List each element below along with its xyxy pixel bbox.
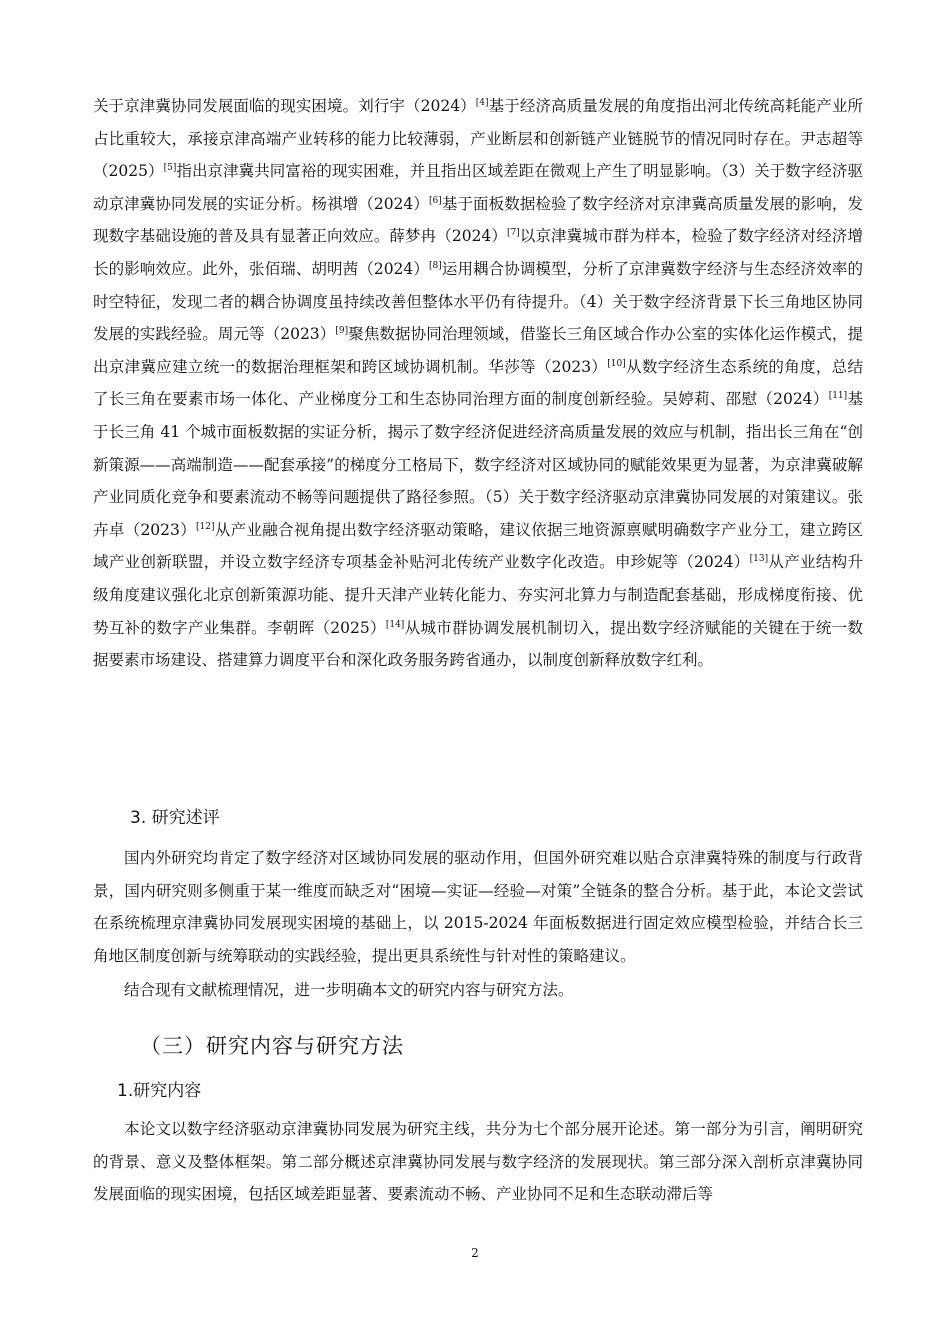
citation-ref: [9] bbox=[335, 326, 349, 336]
text-run: 以京津冀城市群为样本，检验了数字经济对经济增长的影响效应。此外，张佰瑞、胡明茜（2024） bbox=[93, 227, 863, 278]
citation-ref: [8] bbox=[428, 260, 442, 271]
page-number: 2 bbox=[471, 1246, 479, 1260]
research-content-heading: 1.研究内容 bbox=[117, 1081, 202, 1101]
citation-ref: [5] bbox=[163, 163, 177, 174]
text-run: 聚焦数据协同治理领域，借鉴长三角区域合作办公室的实体化运作模式，提出京津冀应建立统一的数据治理框架和跨区域协调机制。华莎等（2023） bbox=[93, 325, 863, 376]
literature-review-paragraph bbox=[93, 90, 863, 677]
citation-ref: [11] bbox=[828, 391, 848, 402]
transition-paragraph: 结合现有文献梳理情况，进一步明确本文的研究内容与研究方法。 bbox=[124, 981, 574, 999]
citation-ref: [14] bbox=[385, 619, 405, 630]
text-run: 基于长三角 41 个城市面板数据的实证分析，揭示了数字经济促进经济高质量发展的效应与机制，指出长三角在“创新策源——高端制造——配套承接”的梯度分工格局下，数字经济对区域协同的赋能效果更为显著，为京津冀破解产业同质化竞争和要素流动不畅等问题提供了路径参照。（5）关于数字经济驱动京津冀协同发展的对策建议。张卉卓（2023） bbox=[93, 390, 863, 539]
text-run: 从数字经济生态系统的角度，总结了长三角在要素市场一体化、产业梯度分工和生态协同治理方面的制度创新经验。吴婷莉、邵慰（2024） bbox=[93, 357, 863, 409]
text-run: 指出京津冀共同富裕的现实困难，并且指出区域差距在微观上产生了明显影响。（3）关于数字经济驱动京津冀协同发展的实证分析。杨祺增（2024） bbox=[93, 162, 863, 213]
text-run: 从产业融合视角提出数字经济驱动策略，建议依据三地资源禀赋明确数字产业分工，建立跨区域产业创新联盟，并设立数字经济专项基金补贴河北传统产业数字化改造。申珍妮等（2024） bbox=[93, 520, 863, 572]
text-run: 从产业结构升级角度建议强化北京创新策源功能、提升天津产业转化能力、夯实河北算力与制造配套基础，形成梯度衔接、优势互补的数字产业集群。李朝晖（2025） bbox=[93, 553, 863, 637]
text-run: 基于经济高质量发展的角度指出河北传统高耗能产业所占比重较大，承接京津高端产业转移的能力比较薄弱，产业断层和创新链产业链脱节的情况同时存在。尹志超等（2025） bbox=[93, 97, 863, 181]
citation-ref: [13] bbox=[749, 554, 769, 565]
text-run: 关于京津冀协同发展面临的现实困境。刘行宇（2024） bbox=[93, 97, 476, 115]
citation-ref: [10] bbox=[607, 358, 626, 369]
text-run: 从城市群协调发展机制切入，提出数字经济赋能的关键在于统一数据要素市场建设、搭建算力调度平台和深化政务服务跨省通办，以制度创新释放数字红利。 bbox=[93, 618, 863, 670]
research-review-paragraph: 国内外研究均肯定了数字经济对区域协同发展的驱动作用，但国外研究难以贴合京津冀特殊的制度与行政背景，国内研究则多侧重于某一维度而缺乏对“困境—实证—经验—对策”全链条的整合分析。基于此，本论文尝试在系统梳理京津冀协同发展现实困境的基础上，以 2015-2024 年面板数据进行固定效应模型检验，并结合长三角地区制度创新与统筹联动的实践经验，提出更具系统性与针对性的策略建议。 bbox=[93, 849, 863, 965]
research-review-heading: 3. 研究述评 bbox=[130, 808, 220, 828]
text-run: 基于面板数据检验了数字经济对京津冀高质量发展的影响，发现数字基础设施的普及具有显著正向效应。薛梦冉（2024） bbox=[93, 194, 863, 246]
citation-ref: [12] bbox=[196, 521, 215, 532]
text-run: 运用耦合协调模型，分析了京津冀数字经济与生态经济效率的时空特征，发现二者的耦合协调度虽持续改善但整体水平仍有待提升。（4）关于数字经济背景下长三角地区协同发展的实践经验。周元等（2023） bbox=[93, 259, 863, 344]
research-content-paragraph: 本论文以数字经济驱动京津冀协同发展为研究主线，共分为七个部分展开论述。第一部分为引言，阐明研究的背景、意义及整体框架。第二部分概述京津冀协同发展与数字经济的发展现状。第三部分深入剖析京津冀协同发展面临的现实困境，包括区域差距显著、要素流动不畅、产业协同不足和生态联动滞后等 bbox=[93, 1120, 863, 1204]
citation-ref: [6] bbox=[428, 195, 442, 206]
section-heading: （三）研究内容与研究方法 bbox=[140, 1034, 404, 1058]
citation-ref: [7] bbox=[507, 228, 520, 239]
citation-ref: [4] bbox=[475, 97, 489, 108]
